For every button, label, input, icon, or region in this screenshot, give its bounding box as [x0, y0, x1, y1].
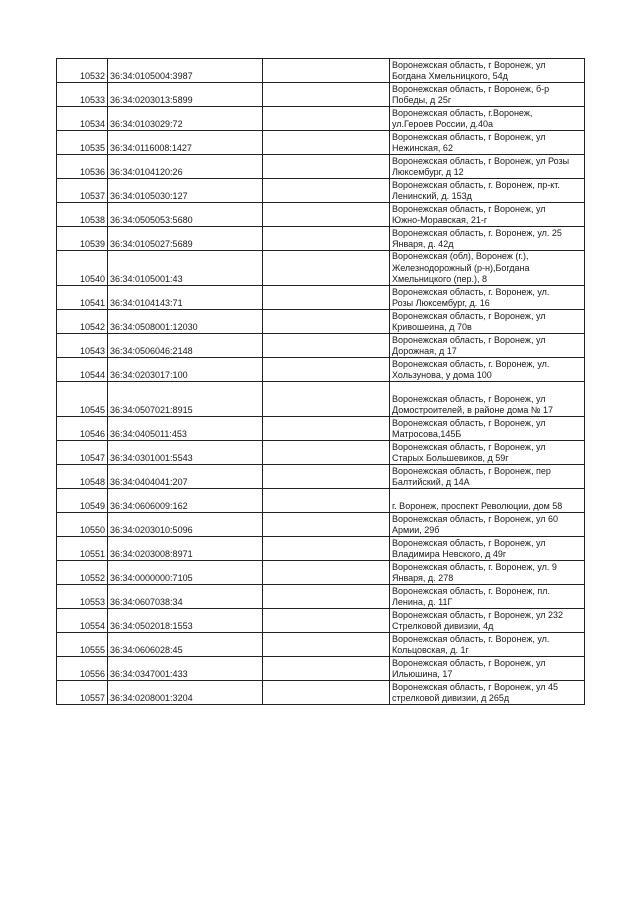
cadastral-number: 36:34:0104120:26 [108, 155, 263, 179]
address: г. Воронеж, проспект Революции, дом 58 [390, 489, 585, 513]
table-row [57, 310, 585, 334]
row-number: 10537 [57, 179, 108, 203]
table-row [57, 657, 585, 681]
cadastral-number: 36:34:0000000:7105 [108, 561, 263, 585]
row-number: 10536 [57, 155, 108, 179]
empty-cell [263, 441, 390, 465]
empty-cell [263, 203, 390, 227]
row-number: 10547 [57, 441, 108, 465]
cadastral-number: 36:34:0505053:5680 [108, 203, 263, 227]
address: Воронежская область, г. Воронеж, ул. 9 Января, д. 278 [390, 561, 585, 585]
table-row [57, 513, 585, 537]
empty-cell [263, 417, 390, 441]
address: Воронежская область, г Воронеж, ул 232 Стрелковой дивизии, 4д [390, 609, 585, 633]
row-number: 10545 [57, 382, 108, 417]
cadastral-number: 36:34:0105001:43 [108, 251, 263, 286]
row-number: 10550 [57, 513, 108, 537]
row-number: 10542 [57, 310, 108, 334]
address: Воронежская область, г Воронеж, ул Старых Большевиков, д 59г [390, 441, 585, 465]
table-row [57, 334, 585, 358]
cadastral-number: 36:34:0105004:3987 [108, 59, 263, 83]
empty-cell [263, 633, 390, 657]
row-number: 10540 [57, 251, 108, 286]
empty-cell [263, 358, 390, 382]
address: Воронежская область, г Воронеж, ул Матросова,145Б [390, 417, 585, 441]
table-row [57, 441, 585, 465]
row-number: 10546 [57, 417, 108, 441]
table-row [57, 465, 585, 489]
empty-cell [263, 107, 390, 131]
row-number: 10532 [57, 59, 108, 83]
row-number: 10534 [57, 107, 108, 131]
address: Воронежская область, г. Воронеж, ул. 25 Января, д. 42д [390, 227, 585, 251]
table-body [57, 59, 585, 705]
row-number: 10553 [57, 585, 108, 609]
empty-cell [263, 609, 390, 633]
empty-cell [263, 537, 390, 561]
address: Воронежская область, г.Воронеж, ул.Героев России, д.40а [390, 107, 585, 131]
address: Воронежская область, г Воронеж, ул Кривошеина, д 70в [390, 310, 585, 334]
row-number: 10543 [57, 334, 108, 358]
table-row [57, 83, 585, 107]
table-row [57, 131, 585, 155]
empty-cell [263, 179, 390, 203]
cadastral-number: 36:34:0347001:433 [108, 657, 263, 681]
table-row [57, 107, 585, 131]
row-number: 10555 [57, 633, 108, 657]
table-row [57, 681, 585, 705]
empty-cell [263, 131, 390, 155]
address: Воронежская область, г. Воронеж, ул. Кольцовская, д. 1г [390, 633, 585, 657]
cadastral-number: 36:34:0105027:5689 [108, 227, 263, 251]
address: Воронежская область, г. Воронеж, пр-кт. Ленинский, д. 153д [390, 179, 585, 203]
address: Воронежская область, г. Воронеж, ул. Розы Люксембург, д. 16 [390, 286, 585, 310]
empty-cell [263, 334, 390, 358]
cadastral-number: 36:34:0502018:1553 [108, 609, 263, 633]
table-row [57, 537, 585, 561]
row-number: 10544 [57, 358, 108, 382]
cadastral-number: 36:34:0208001:3204 [108, 681, 263, 705]
cadastral-number: 36:34:0103029:72 [108, 107, 263, 131]
row-number: 10533 [57, 83, 108, 107]
cadastral-number: 36:34:0507021:8915 [108, 382, 263, 417]
table-row [57, 286, 585, 310]
row-number: 10535 [57, 131, 108, 155]
cadastral-number: 36:34:0506046:2148 [108, 334, 263, 358]
cadastral-number: 36:34:0104143:71 [108, 286, 263, 310]
row-number: 10557 [57, 681, 108, 705]
address: Воронежская область, г Воронеж, ул Ильюшина, 17 [390, 657, 585, 681]
address: Воронежская область, г Воронеж, ул Розы Люксембург, д 12 [390, 155, 585, 179]
empty-cell [263, 585, 390, 609]
empty-cell [263, 513, 390, 537]
cadastral-table [56, 58, 585, 705]
empty-cell [263, 465, 390, 489]
cadastral-number: 36:34:0203013:5899 [108, 83, 263, 107]
empty-cell [263, 59, 390, 83]
cadastral-number: 36:34:0105030:127 [108, 179, 263, 203]
cadastral-number: 36:34:0508001:12030 [108, 310, 263, 334]
table-row [57, 585, 585, 609]
table-row [57, 417, 585, 441]
empty-cell [263, 382, 390, 417]
cadastral-number: 36:34:0405011:453 [108, 417, 263, 441]
empty-cell [263, 657, 390, 681]
address: Воронежская (обл), Воронеж (г.), Железнодорожный (р-н),Богдана Хмельницкого (пер.), 8 [390, 251, 585, 286]
empty-cell [263, 155, 390, 179]
address: Воронежская область, г Воронеж, ул Богдана Хмельницкого, 54д [390, 59, 585, 83]
address: Воронежская область, г Воронеж, ул Нежинская, 62 [390, 131, 585, 155]
table-row [57, 609, 585, 633]
empty-cell [263, 489, 390, 513]
cadastral-number: 36:34:0203008:8971 [108, 537, 263, 561]
address: Воронежская область, г Воронеж, ул Домостроителей, в районе дома № 17 [390, 382, 585, 417]
row-number: 10541 [57, 286, 108, 310]
table-row [57, 59, 585, 83]
cadastral-number: 36:34:0404041:207 [108, 465, 263, 489]
empty-cell [263, 681, 390, 705]
cadastral-number: 36:34:0203010:5096 [108, 513, 263, 537]
table-row [57, 358, 585, 382]
row-number: 10549 [57, 489, 108, 513]
row-number: 10538 [57, 203, 108, 227]
empty-cell [263, 561, 390, 585]
cadastral-number: 36:34:0606028:45 [108, 633, 263, 657]
address: Воронежская область, г Воронеж, ул Южно-Моравская, 21-г [390, 203, 585, 227]
address: Воронежская область, г Воронеж, ул Владимира Невского, д 49г [390, 537, 585, 561]
cadastral-number: 36:34:0301001:5543 [108, 441, 263, 465]
row-number: 10539 [57, 227, 108, 251]
address: Воронежская область, г Воронеж, пер Балтийский, д 14А [390, 465, 585, 489]
table-row [57, 251, 585, 286]
table-row [57, 155, 585, 179]
table-row [57, 489, 585, 513]
cadastral-number: 36:34:0607038:34 [108, 585, 263, 609]
table-row [57, 382, 585, 417]
row-number: 10548 [57, 465, 108, 489]
table-row [57, 227, 585, 251]
empty-cell [263, 83, 390, 107]
empty-cell [263, 286, 390, 310]
row-number: 10556 [57, 657, 108, 681]
cadastral-number: 36:34:0203017:100 [108, 358, 263, 382]
address: Воронежская область, г. Воронеж, ул. Хользунова, у дома 100 [390, 358, 585, 382]
cadastral-number: 36:34:0116008:1427 [108, 131, 263, 155]
table-row [57, 561, 585, 585]
address: Воронежская область, г Воронеж, б-р Победы, д 25г [390, 83, 585, 107]
address: Воронежская область, г Воронеж, ул 45 стрелковой дивизии, д 265д [390, 681, 585, 705]
empty-cell [263, 227, 390, 251]
table-row [57, 179, 585, 203]
address: Воронежская область, г Воронеж, ул 60 Армии, 29б [390, 513, 585, 537]
empty-cell [263, 310, 390, 334]
table-row [57, 633, 585, 657]
row-number: 10552 [57, 561, 108, 585]
cadastral-number: 36:34:0606009:162 [108, 489, 263, 513]
address: Воронежская область, г Воронеж, ул Дорожная, д 17 [390, 334, 585, 358]
address: Воронежская область, г. Воронеж, пл. Ленина, д. 11Г [390, 585, 585, 609]
row-number: 10554 [57, 609, 108, 633]
table-row [57, 203, 585, 227]
row-number: 10551 [57, 537, 108, 561]
empty-cell [263, 251, 390, 286]
